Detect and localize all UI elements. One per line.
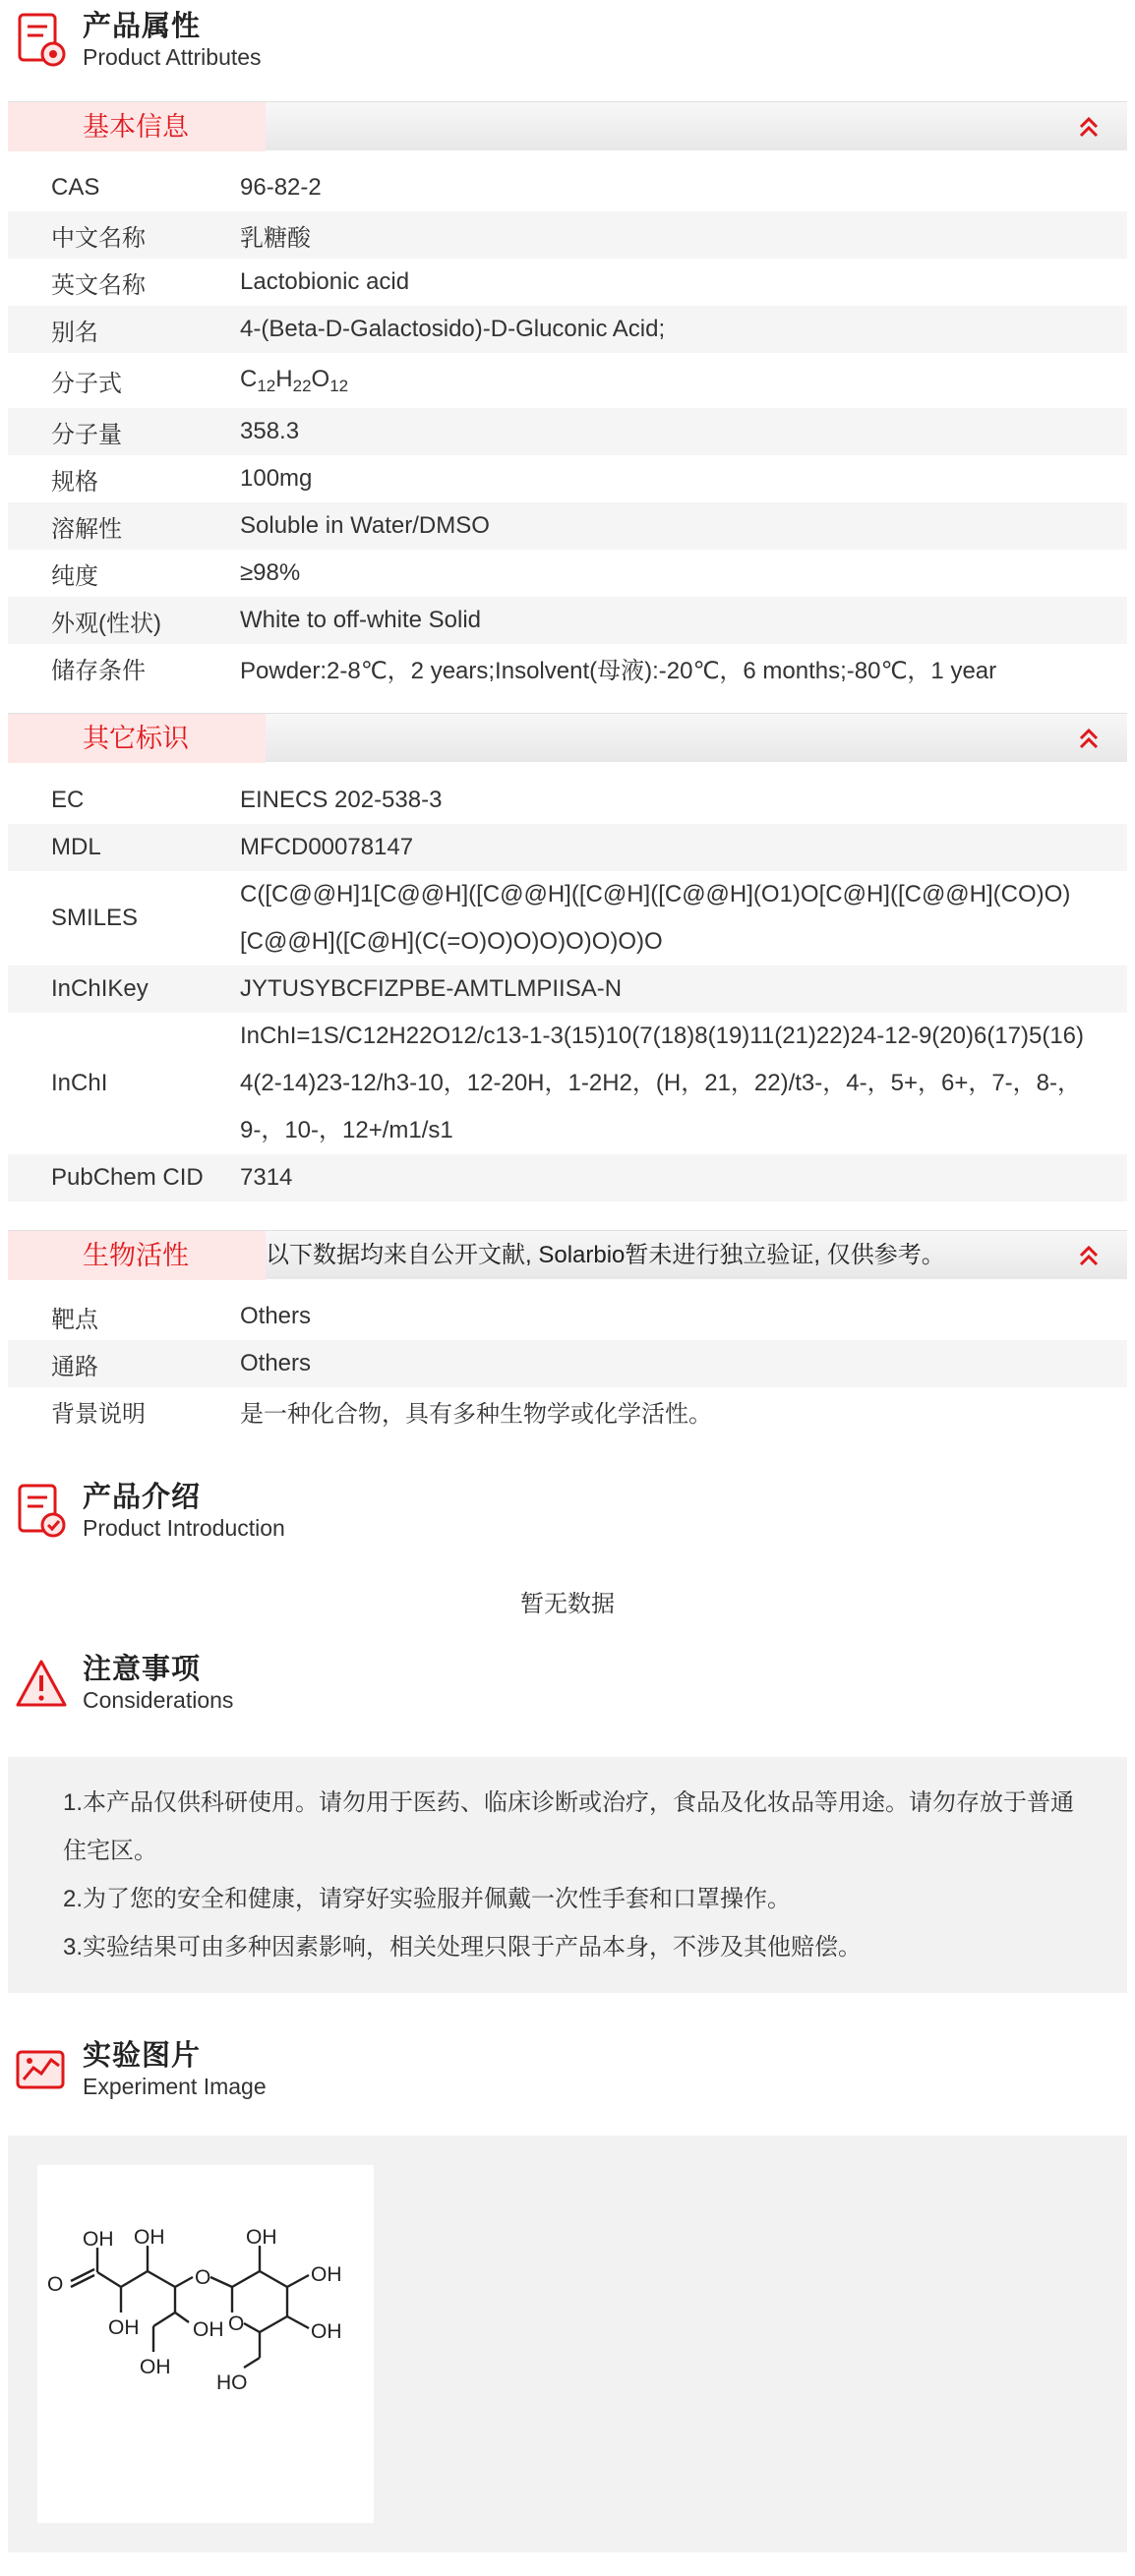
row-key: CAS — [51, 174, 100, 201]
product-intro-header — [14, 1481, 285, 1542]
row-value: Others — [240, 1303, 312, 1329]
svg-text:HO: HO — [216, 2371, 248, 2394]
svg-text:OH: OH — [246, 2226, 277, 2249]
row-value: 是一种化合物，具有多种生物学或化学活性。 — [240, 1400, 712, 1428]
row-key: 背景说明 — [51, 1400, 146, 1428]
experiment-image-box — [8, 2136, 1127, 2552]
row-value: EINECS 202-538-3 — [240, 787, 443, 813]
other-ids-bar — [8, 713, 1127, 762]
table-row — [8, 644, 1127, 691]
section-title: 产品介绍 — [83, 1482, 202, 1513]
molecular-formula: $C_{12}H_{22}O_{12}$ — [240, 365, 349, 395]
svg-text:OH: OH — [140, 2356, 171, 2378]
list-item: 2.为了您的安全和健康，请穿好实验服并佩戴一次性手套和口罩操作。 — [63, 1886, 792, 1912]
no-data-text: 暂无数据 — [520, 1591, 615, 1617]
other-ids-table — [8, 777, 1127, 1201]
row-key: EC — [51, 787, 85, 813]
row-value: MFCD00078147 — [240, 834, 414, 860]
table-row — [8, 306, 1127, 353]
table-row — [8, 408, 1127, 455]
row-key: 靶点 — [51, 1306, 98, 1333]
svg-text:O: O — [228, 2313, 245, 2335]
collapse-chevron-icon[interactable] — [1076, 1243, 1102, 1268]
table-row — [8, 164, 1127, 211]
table-row — [8, 1154, 1127, 1201]
svg-text:OH: OH — [311, 2320, 342, 2343]
table-row — [8, 353, 1127, 408]
other-ids-label: 其它标识 — [8, 714, 266, 763]
document-check-icon — [14, 1482, 69, 1541]
row-value: InChI=1S/C12H22O12/c13-1-3(15)10(7(18)8(19)11(21)22)24-12-9(20)6(17)5(16)4(2-14)23-12/h3-10，12-20H，1-2H2，(H，21，22)/t3-，4-，5+，6+，7-，8-，9-，10-，12+/m1/s1 — [240, 1023, 1085, 1143]
row-key: MDL — [51, 834, 101, 860]
table-row — [8, 824, 1127, 871]
row-key: 规格 — [51, 468, 98, 496]
row-key: PubChem CID — [51, 1164, 204, 1191]
row-key: InChIKey — [51, 975, 149, 1002]
warning-triangle-icon — [14, 1654, 69, 1713]
row-key: 溶解性 — [51, 515, 122, 543]
product-attributes-header — [14, 10, 262, 71]
row-value: Lactobionic acid — [240, 268, 410, 295]
svg-text:O: O — [195, 2266, 211, 2289]
considerations-box — [8, 1757, 1127, 1993]
row-value: 4-(Beta-D-Galactosido)-D-Gluconic Acid; — [240, 316, 666, 342]
row-value: White to off-white Solid — [240, 607, 482, 633]
basic-info-bar — [8, 101, 1127, 150]
svg-text:OH: OH — [311, 2263, 342, 2286]
table-row — [8, 777, 1127, 824]
row-value: Powder:2-8℃，2 years;Insolvent(母液):-20℃，6 months;-80℃，1 year — [240, 657, 997, 684]
experiment-image-header — [14, 2039, 267, 2100]
table-row — [8, 966, 1127, 1013]
row-value: Soluble in Water/DMSO — [240, 512, 490, 539]
section-subtitle: Experiment Image — [83, 2074, 267, 2099]
row-key: 中文名称 — [51, 224, 146, 252]
row-value: 96-82-2 — [240, 174, 322, 201]
row-key: 外观(性状) — [51, 610, 161, 637]
basic-info-label: 基本信息 — [8, 102, 266, 151]
bioactivity-bar — [8, 1230, 1127, 1279]
considerations-header — [14, 1653, 233, 1714]
row-key: InChI — [51, 1070, 108, 1096]
list-item: 1.本产品仅供科研使用。请勿用于医药、临床诊断或治疗，食品及化妆品等用途。请勿存放于普通住宅区。 — [63, 1789, 1075, 1864]
collapse-chevron-icon[interactable] — [1076, 114, 1102, 140]
svg-text:OH: OH — [193, 2318, 224, 2341]
row-value: Others — [240, 1350, 312, 1376]
table-row — [8, 871, 1127, 966]
row-value: 100mg — [240, 465, 313, 492]
row-key: 别名 — [51, 319, 98, 346]
table-row — [8, 597, 1127, 644]
row-value: C([C@@H]1[C@@H]([C@@H]([C@H]([C@@H](O1)O[C@H]([C@@H](CO)O)[C@@H]([C@H](C(=O)O)O)O)O)O)O)O — [240, 881, 1071, 955]
section-subtitle: Product Attributes — [83, 44, 262, 70]
row-value: 358.3 — [240, 418, 300, 444]
svg-text:OH: OH — [83, 2228, 114, 2251]
row-key: SMILES — [51, 905, 139, 931]
bioactivity-note: 以下数据均来自公开文献, Solarbio暂未进行独立验证, 仅供参考。 — [266, 1242, 945, 1268]
table-row — [8, 1293, 1127, 1340]
table-row — [8, 1387, 1127, 1434]
table-row — [8, 550, 1127, 597]
list-item: 3.实验结果可由多种因素影响，相关处理只限于产品本身，不涉及其他赔偿。 — [63, 1934, 863, 1961]
section-subtitle: Considerations — [83, 1687, 234, 1713]
bioactivity-table — [8, 1293, 1127, 1434]
svg-text:O: O — [47, 2273, 64, 2296]
row-key: 储存条件 — [51, 657, 146, 684]
table-row — [8, 259, 1127, 306]
table-row — [8, 1340, 1127, 1387]
row-value: JYTUSYBCFIZPBE-AMTLMPIISA-N — [240, 975, 623, 1002]
table-row — [8, 211, 1127, 259]
svg-text:OH: OH — [108, 2316, 140, 2339]
section-title: 注意事项 — [83, 1654, 202, 1685]
row-value: 乳糖酸 — [240, 224, 311, 252]
svg-text:OH: OH — [134, 2226, 165, 2249]
row-key: 英文名称 — [51, 271, 146, 299]
row-key: 通路 — [51, 1353, 98, 1380]
section-title: 实验图片 — [83, 2040, 202, 2072]
table-row — [8, 1013, 1127, 1154]
row-key: 分子量 — [51, 421, 122, 448]
document-gear-icon — [14, 11, 69, 70]
row-value: ≥98% — [240, 559, 301, 586]
row-key: 分子式 — [51, 370, 122, 397]
table-row — [8, 455, 1127, 502]
row-value: 7314 — [240, 1164, 293, 1191]
basic-info-table — [8, 164, 1127, 691]
section-title: 产品属性 — [83, 11, 202, 42]
bioactivity-label: 生物活性 — [8, 1231, 266, 1280]
row-key: 纯度 — [51, 562, 98, 590]
structure-image[interactable] — [37, 2165, 374, 2523]
table-row — [8, 502, 1127, 550]
collapse-chevron-icon[interactable] — [1076, 726, 1102, 751]
image-chart-icon — [14, 2040, 69, 2099]
section-subtitle: Product Introduction — [83, 1515, 285, 1541]
